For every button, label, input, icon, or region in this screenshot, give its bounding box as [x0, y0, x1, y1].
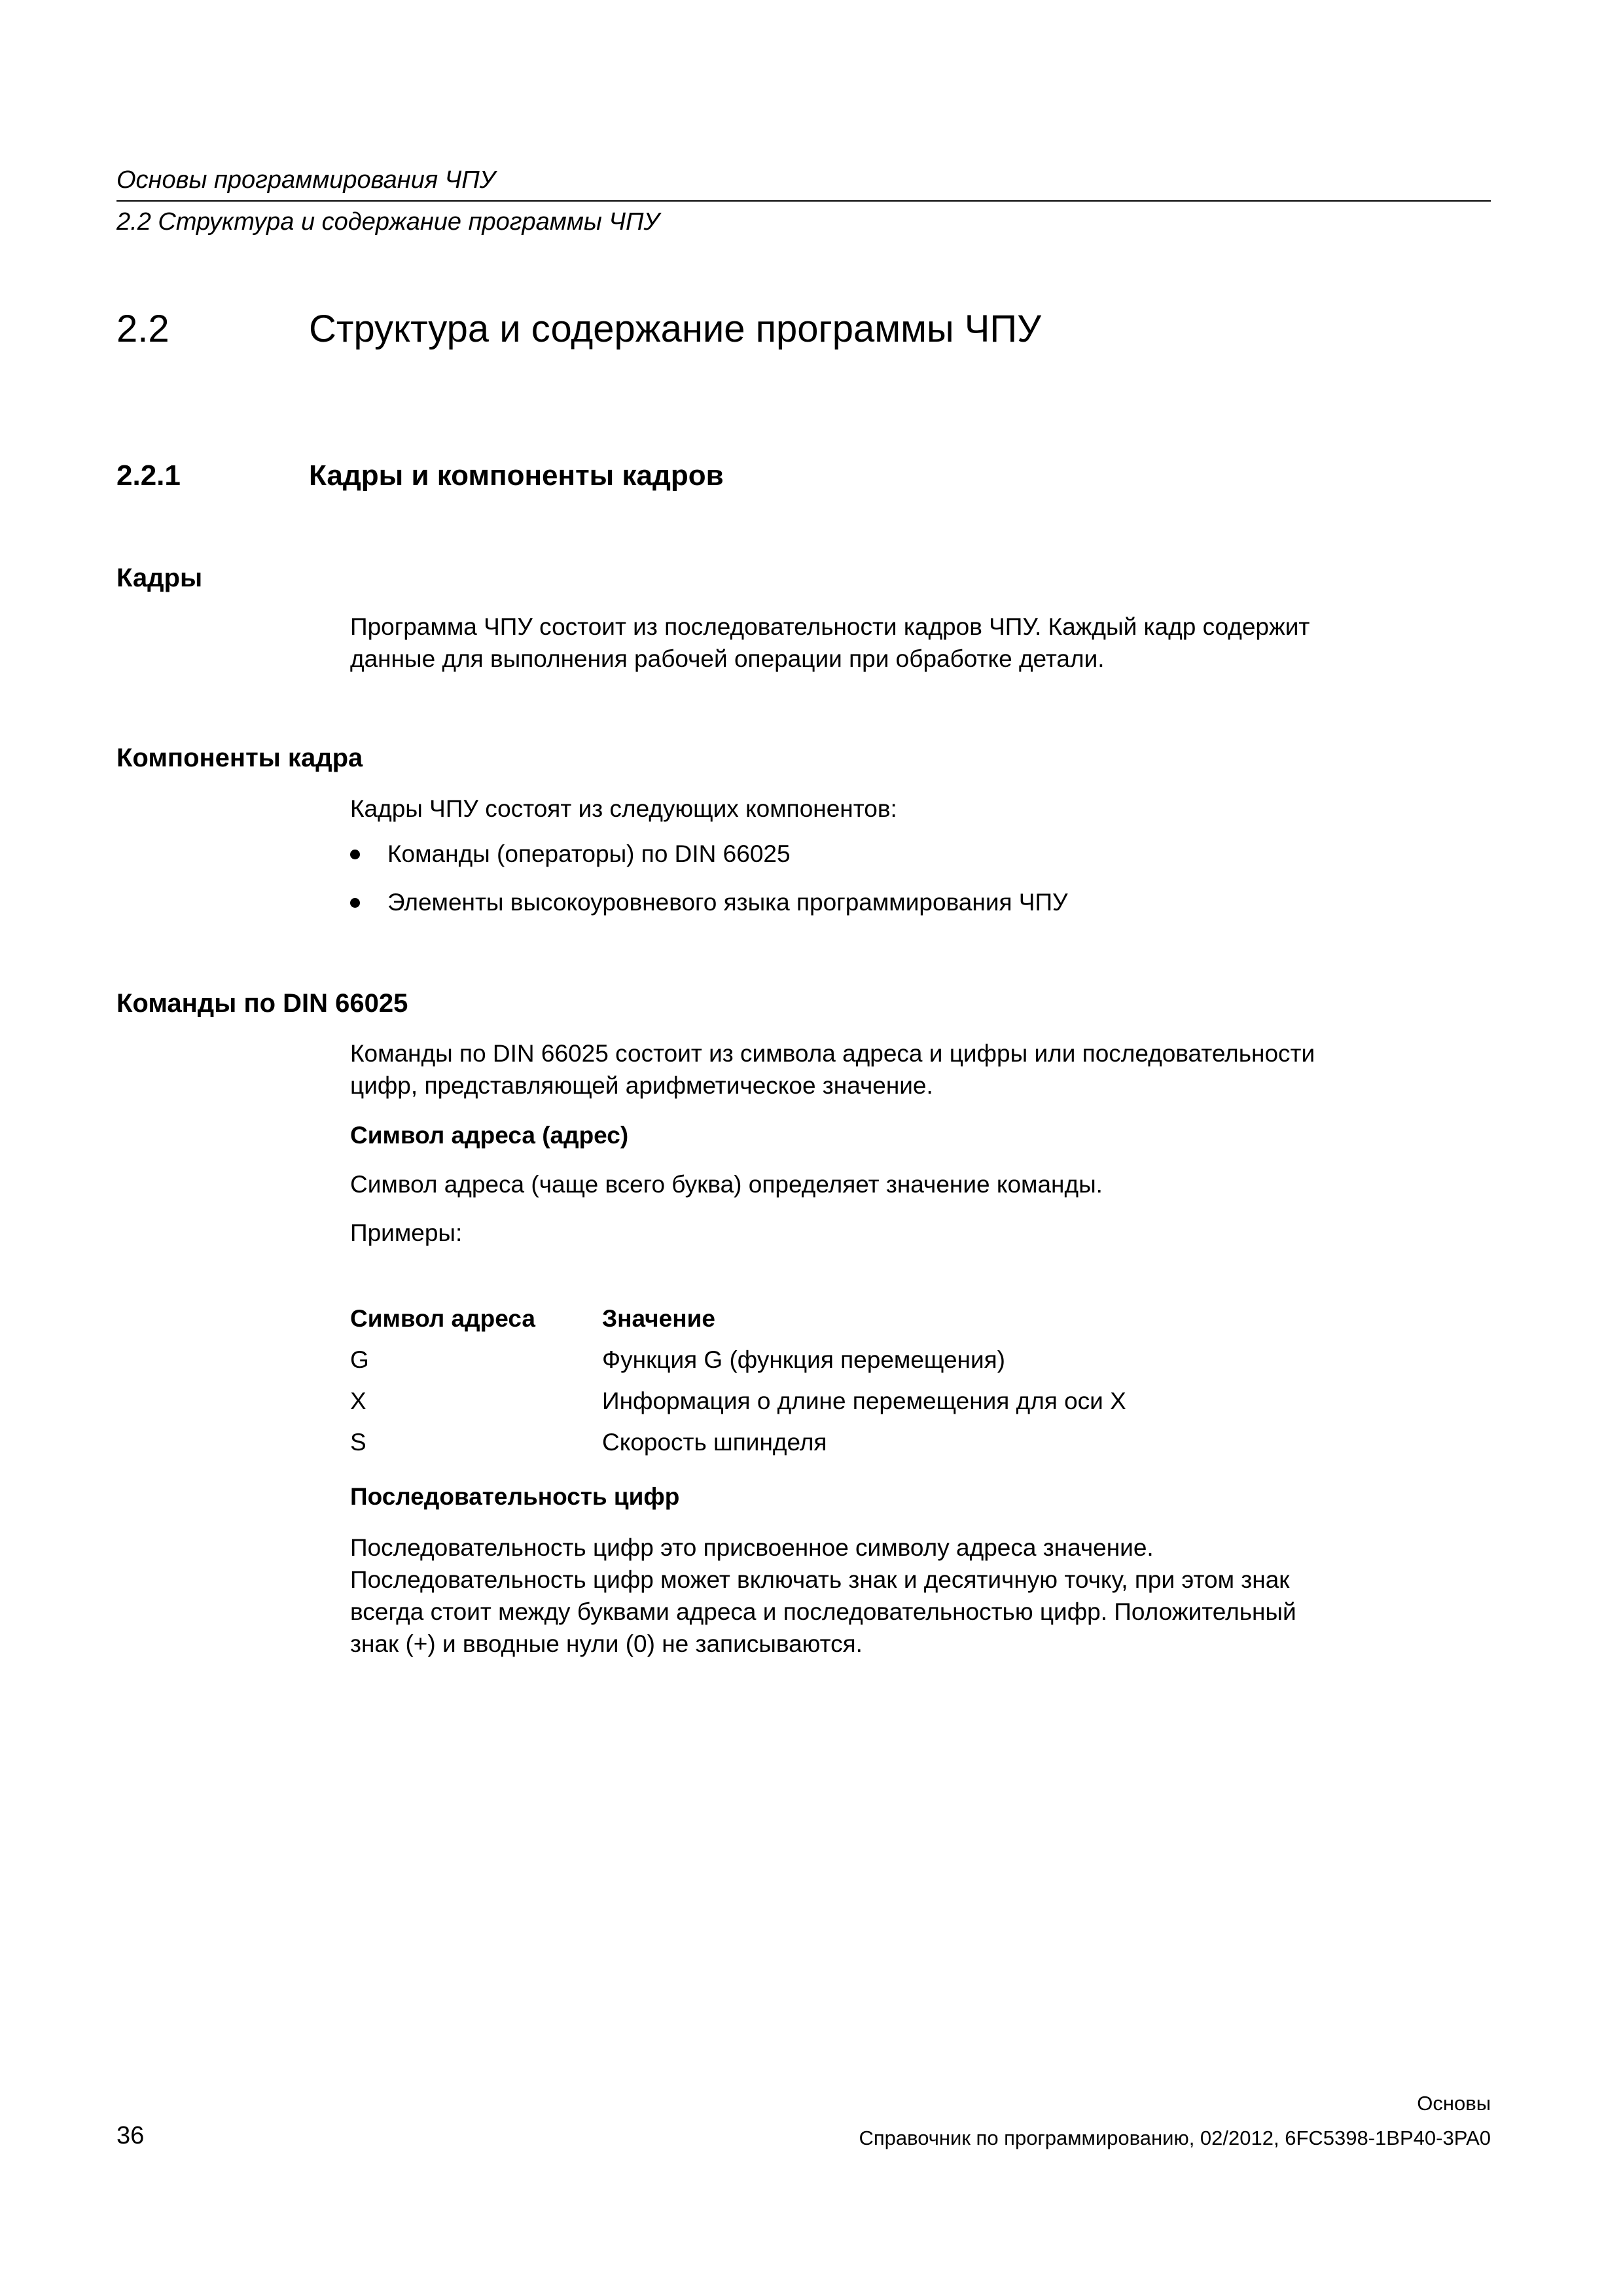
table-header-address: Символ адреса — [350, 1305, 535, 1332]
table-cell-address: X — [350, 1388, 366, 1414]
table-cell-address: G — [350, 1346, 369, 1373]
bullet-icon — [350, 898, 360, 908]
running-header-section: 2.2 Структура и содержание программы ЧПУ — [116, 208, 660, 236]
section-number: 2.2 — [116, 308, 169, 350]
heading-din-commands: Команды по DIN 66025 — [116, 989, 408, 1018]
blocks-text-line-2: данные для выполнения рабочей операции при обработке детали. — [350, 645, 1105, 672]
subsection-number: 2.2.1 — [116, 459, 181, 492]
heading-address-symbol: Символ адреса (адрес) — [350, 1122, 629, 1149]
table-cell-address: S — [350, 1429, 366, 1456]
heading-blocks: Кадры — [116, 564, 203, 592]
din-text-line-1: Команды по DIN 66025 состоит из символа адреса и цифры или последовательности — [350, 1040, 1315, 1067]
section-title: Структура и содержание программы ЧПУ — [309, 308, 1041, 350]
footer-manual-ref: Справочник по программированию, 02/2012, 6FC5398-1BP40-3PA0 — [859, 2126, 1491, 2149]
digits-text-line-4: знак (+) и вводные нули (0) не записываются. — [350, 1630, 863, 1657]
running-header-chapter: Основы программирования ЧПУ — [116, 166, 496, 194]
table-cell-value: Скорость шпинделя — [602, 1429, 827, 1456]
footer-manual-short: Основы — [1417, 2092, 1491, 2115]
digits-text-line-2: Последовательность цифр может включать знак и десятичную точку, при этом знак — [350, 1566, 1290, 1593]
address-symbol-text: Символ адреса (чаще всего буква) определяет значение команды. — [350, 1171, 1103, 1198]
table-cell-value: Информация о длине перемещения для оси X — [602, 1388, 1126, 1414]
subsection-title: Кадры и компоненты кадров — [309, 459, 724, 492]
heading-digit-sequence: Последовательность цифр — [350, 1483, 680, 1510]
bullet-item: Команды (операторы) по DIN 66025 — [387, 840, 791, 867]
digits-text-line-1: Последовательность цифр это присвоенное символу адреса значение. — [350, 1534, 1154, 1561]
digits-text-line-3: всегда стоит между буквами адреса и последовательностью цифр. Положительный — [350, 1598, 1296, 1625]
block-components-intro: Кадры ЧПУ состоят из следующих компонентов: — [350, 795, 897, 822]
table-cell-value: Функция G (функция перемещения) — [602, 1346, 1005, 1373]
din-text-line-2: цифр, представляющей арифметическое значение. — [350, 1072, 933, 1099]
heading-block-components: Компоненты кадра — [116, 744, 363, 772]
header-rule — [116, 200, 1491, 202]
examples-label: Примеры: — [350, 1219, 463, 1246]
bullet-icon — [350, 850, 360, 859]
blocks-text-line-1: Программа ЧПУ состоит из последовательности кадров ЧПУ. Каждый кадр содержит — [350, 613, 1310, 640]
table-header-value: Значение — [602, 1305, 715, 1332]
bullet-item: Элементы высокоуровневого языка программирования ЧПУ — [387, 889, 1068, 916]
page-number: 36 — [116, 2122, 145, 2149]
